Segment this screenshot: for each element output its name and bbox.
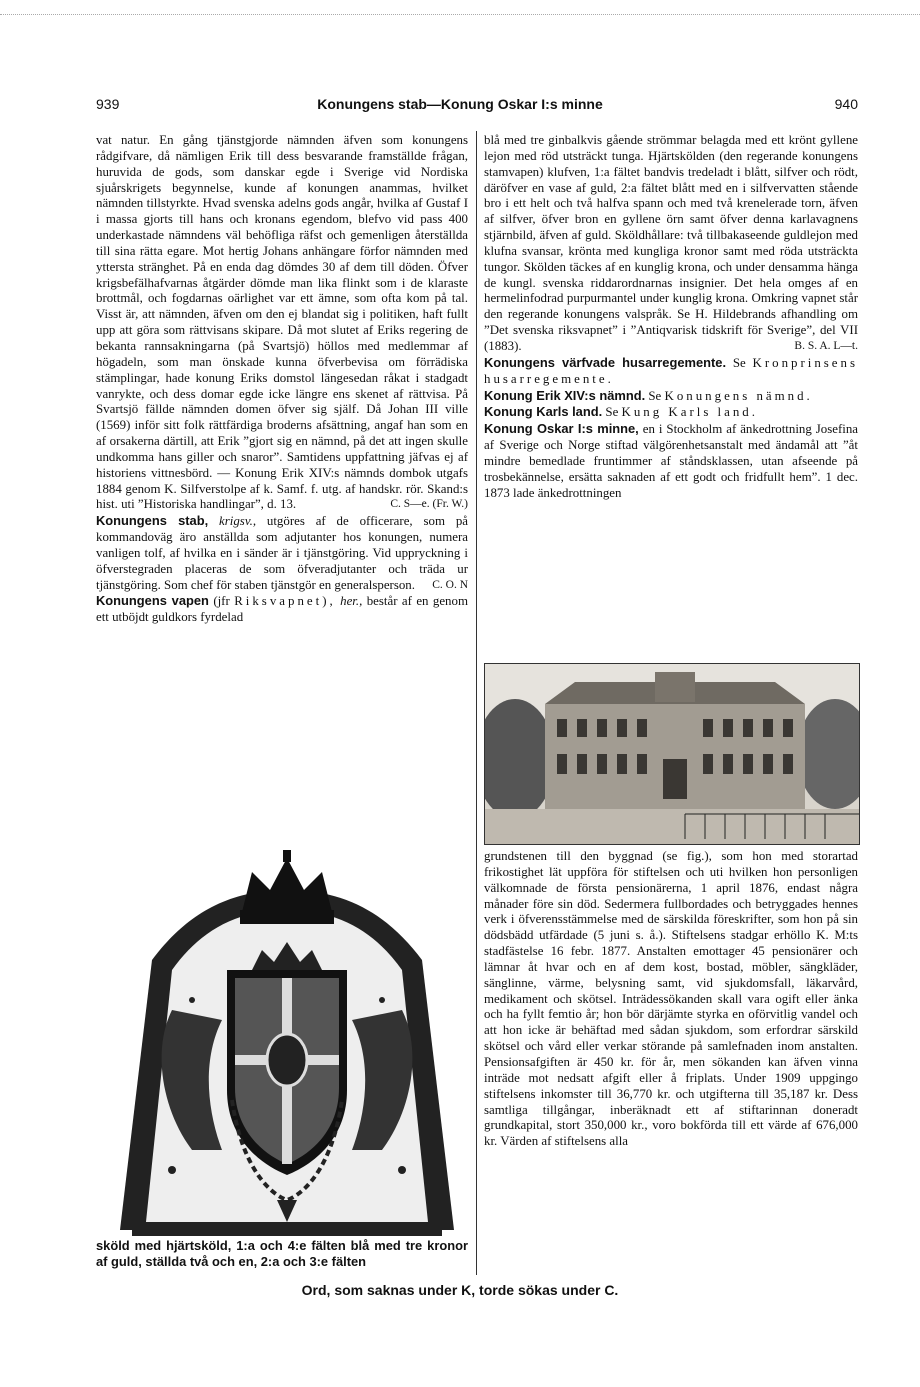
entry-headword: Konungens stab, — [96, 513, 209, 529]
right-column — [484, 133, 858, 501]
entry-headword: Konung Karls land. — [484, 404, 603, 420]
page-number-left: 939 — [96, 96, 120, 112]
entry-oskar-minne: Konung Oskar I:s minne, en i Stockholm af änkedrottning Josefina af Sverige och Norge stiftad välgörenhetsanstalt med ändamål att ”åt mindre bemedlade fruntimmer af ståndsklassen, utan afseende på trosbekännelse, ersätta saknaden af ett godt och fridfullt hem”. 1 dec. 1873 lade änkedrottningen — [484, 421, 859, 500]
signature: C. O. N — [432, 578, 468, 591]
entry-headword: Konungens värfvade husarregemente. — [484, 354, 727, 370]
entry-headword: Konungens vapen — [96, 593, 209, 609]
entry-karls-land: Konung Karls land. Se Kung Karls land. — [484, 404, 758, 420]
building-illustration — [485, 664, 859, 844]
entry-husarregemente: Konungens värfvade husarregemente. Se Kronprinsens husarregemente. — [484, 354, 858, 386]
oskar-minne-continuation: grundstenen till den byggnad (se fig.), som hon med storartad frikostighet lät uppföra för stiftelsen och uti hvilken hon personligen välkomnade de första pensionärerna, 1 april 1876, endast några månader före sin död. Sedermera fullbordades och betryggades hennes verk i öfverensstämmelse med de särskilda föreskrifter, som hon på sin dödsbädd utfärdade (5 juni s. å.). Stiftelsens stadgar erhöllo K. M:ts stadfästelse 16 febr. 1877. Anstalten emottager 45 pensionärer och lämnar åt hvar och en af dem kost, bostad, möbler, sängkläder, sänglinne, värme, belysning samt, vid sjukdomsfall, läkarvård, medikament och skötsel. Inträdessökanden skall vara ogift eller änka och ha fyllt femtio år; hon bör därjämte styrka en oförvitlig vandel och att hon icke är behäftad med sådan sjukdom, som erfordrar särskild skötsel och vård eller verkar störande på samlefnaden inom anstalten. Pensionsafgiften är 450 kr. för år, men sökanden kan äfven vinna inträde mot nedsatt afgift eller å friplats. Under 1909 uppgingo stiftelsens inkomster till 36,770 kr. och utgifterna till 35,187 kr. Dess samtliga tillgångar, inberäknadt ett af stiftarinnan doneradt grundkapital, stort 350,000 kr., voro bokförda till ett värde af 676,000 kr. Värden af stiftelsens alla — [484, 849, 858, 1149]
column-divider — [476, 131, 477, 1275]
cross-reference: Riksvapnet), — [234, 594, 336, 609]
entry-konungens-vapen: Konungens vapen (jfr Riksvapnet), her., består af en genom ett utböjdt guldkors fyrdelad — [96, 593, 468, 625]
page-footer: Ord, som saknas under K, torde sökas under C. — [301, 1282, 619, 1298]
scan-edge — [0, 14, 920, 16]
abbreviation: krigsv., — [219, 514, 257, 529]
page-header — [0, 96, 920, 120]
coat-of-arms-caption: sköld med hjärtsköld, 1:a och 4:e fälten blå med tre kronor af guld, ställda två och en, 2:a och 3:e fälten — [96, 1238, 468, 1269]
coat-of-arms-icon — [112, 850, 462, 1238]
entry-headword: Konung Oskar I:s minne, — [484, 421, 639, 437]
cross-reference: Kung Karls land. — [621, 405, 758, 420]
cross-reference: Konungens nämnd. — [664, 388, 813, 403]
nämnd-paragraph: vat natur. En gång tjänstgjorde nämnden äfven som konungens rådgifvare, då nämligen Erik till dess besvarande framställde frågan, huruvida de gods, som danskar egde i Sverige vid Nordiska sjuårskrigets begynnelse, kunde af konungen anammas, hvilket nämnden tillstyrkte. Hvad svenska adelns gods angår, hvilka af Gustaf I i massa gjorts till hans och kronans egendom, blefvo vid pass 400 underkastade nämndens väl behöfliga räfst och gemenligen återställda till sina rätta egare. Mot hertig Johans anhängare förfor nämnden med yttersta stränghet. På en enda dag dömdes 30 af dem till döden. Öfver krigsbefälhafvarnas åtgärder dömde man lika flinkt som i de klaraste brottmål, och fogdarnas oärlighet var ett ämne, som ofta kom på tal. Visst är, att nämnden, äfven om den ej blandat sig i politiken, haft fullt upp att göra som rättvisans skipare. Då mot slutet af Eriks regering de bekanta rannsakningarna (på Svartsjö) höllos med medlemmar af högadeln, som man önskade kunna öfverbevisa om förrädiska stämplingar, hade konung Eriks domstol längesedan råkat i stadgadt vanrykte, och dess domar egde icke längre ens skenet af rättvisa. På Svartsjö fällde nämnden domen öfver sig själf. Då Johan III ville (1569) inför sitt folk rättfärdiga broderns afsättning, angaf han som en af orsakerna därtill, att Erik ”gjort sig en nämnd, på det att ingen skulle undkomma hans giller och snaror”. Samtidens uppfattning jäfvas ej af historiens vittnesbörd. — Konung Erik XIV:s nämnds dombok utgafs 1884 genom K. Silfverstolpe af k. Samf. f. utg. af handskr. rör. Skand:s hist. uti ”Historiska handlingar”, d. 13. C. S—e. (Fr. W.) — [96, 133, 468, 512]
signature: C. S—e. (Fr. W.) — [390, 498, 468, 511]
vapen-continuation: blå med tre ginbalkvis gående strömmar belagda med ett krönt gyllene lejon med röd utsträckt tunga. Hjärtskölden (den regerande konungens stamvapen) klufven, 1:a fältet bandvis tredeladt i blått, silfver och rödt, däröfver en vase af guld, 2:a fältet blått med en i silfvervatten stående bro i ett helt och två halfva spann och med två krenelerade torn, äfven af silfver, öfver bron en gyllene örn samt öfver denna karlavagnens stjärnbild, äfven af guld. Sköldhållare: två tillbakaseende guldlejon med klufna svansar, krönta med kungliga kronor samt med röda utsträckta tungor. Skölden täckes af en kunglig krona, och under densamma hänga de kungl. svenska riddarordnarnas insignier. Det hela omges af en hermelinfodrad purpurmantel under kunglig krona. Omkring vapnet står den regerande konungens valspråk. Se H. Hildebrands afhandling om ”Det svenska riksvapnet” i ”Antiqvarisk tidskrift för Sverige”, del VII (1883). B. S. A. L—t. — [484, 133, 858, 353]
entry-headword: Konung Erik XIV:s nämnd. — [484, 387, 646, 403]
cross-reference: Kronprinsens husarregemente. — [484, 355, 858, 386]
page-number-right: 940 — [834, 96, 858, 112]
entry-konungens-stab: Konungens stab, krigsv., utgöres af de officerare, som på kommandoväg äro anställda som adjutanter hos konungen, numera vanligen tolf, af hvilka en i sänder är i tjänstgöring. Vid uppryckning i öfverstegraden placeras de som öfveradjutanter och träda ur tjänstgöring. Som chef för staben tjänstgör en generalsperson. C. O. N — [96, 513, 468, 592]
entry-erik-namnd: Konung Erik XIV:s nämnd. Se Konungens nämnd. — [484, 387, 813, 403]
signature: B. S. A. L—t. — [794, 339, 858, 352]
left-column — [96, 133, 468, 626]
running-title: Konungens stab—Konung Oskar I:s minne — [317, 96, 603, 112]
abbreviation: her., — [340, 594, 363, 609]
building-photo-icon — [484, 663, 860, 845]
